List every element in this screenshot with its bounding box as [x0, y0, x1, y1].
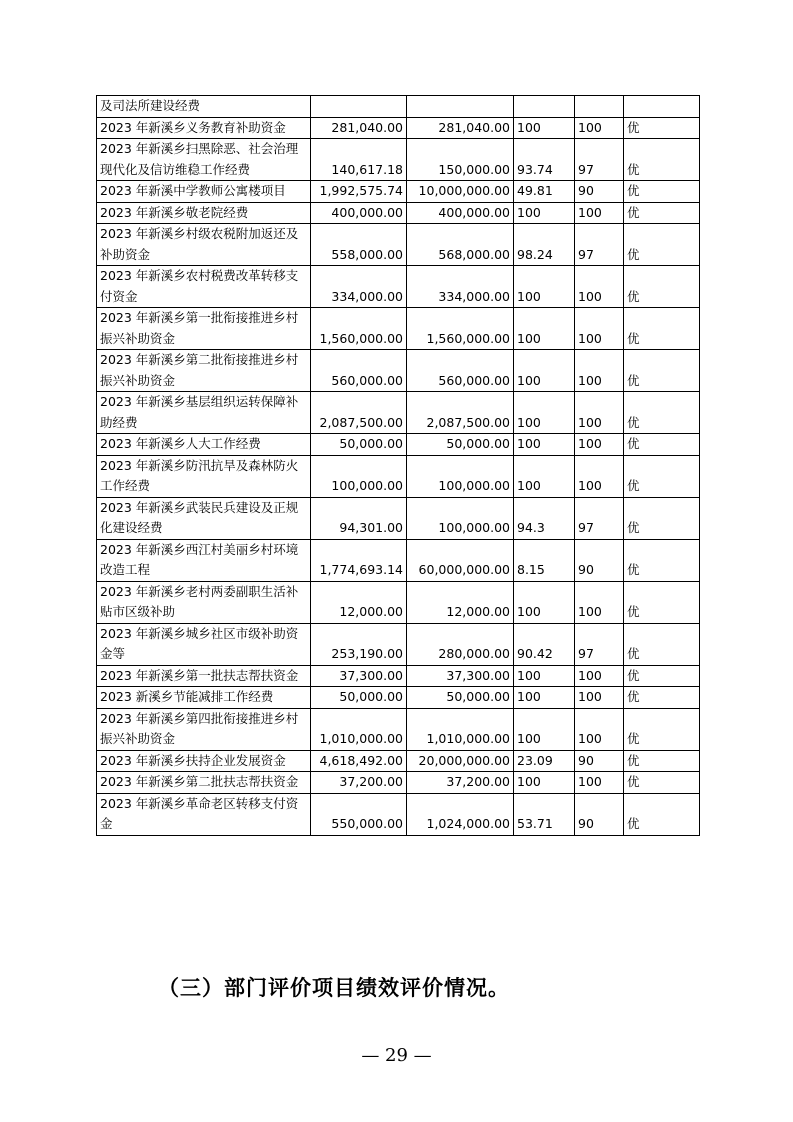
grade-cell: 优 — [624, 772, 700, 794]
execution-rate-cell: 100 — [514, 665, 575, 687]
executed-amount-cell: 253,190.00 — [311, 623, 407, 665]
project-name-cell: 2023 年新溪乡第一批衔接推进乡村振兴补助资金 — [97, 308, 311, 350]
score-cell: 100 — [575, 392, 624, 434]
grade-cell: 优 — [624, 687, 700, 709]
table-row — [97, 539, 700, 581]
budget-amount-cell: 50,000.00 — [407, 434, 514, 456]
table-row — [97, 581, 700, 623]
project-name-cell: 2023 年新溪乡第一批扶志帮扶资金 — [97, 665, 311, 687]
budget-amount-cell: 400,000.00 — [407, 202, 514, 224]
table-row — [97, 434, 700, 456]
score-cell: 100 — [575, 687, 624, 709]
executed-amount-cell: 334,000.00 — [311, 266, 407, 308]
table-row — [97, 687, 700, 709]
grade-cell: 优 — [624, 793, 700, 835]
executed-amount-cell — [311, 96, 407, 118]
execution-rate-cell: 100 — [514, 392, 575, 434]
table-row — [97, 224, 700, 266]
table-row — [97, 308, 700, 350]
execution-rate-cell — [514, 96, 575, 118]
score-cell: 100 — [575, 350, 624, 392]
grade-cell: 优 — [624, 139, 700, 181]
executed-amount-cell: 550,000.00 — [311, 793, 407, 835]
score-cell: 90 — [575, 750, 624, 772]
budget-amount-cell: 334,000.00 — [407, 266, 514, 308]
budget-amount-cell: 20,000,000.00 — [407, 750, 514, 772]
budget-amount-cell: 568,000.00 — [407, 224, 514, 266]
project-name-cell: 2023 年新溪乡第二批衔接推进乡村振兴补助资金 — [97, 350, 311, 392]
project-name-cell: 2023 年新溪乡村级农税附加返还及补助资金 — [97, 224, 311, 266]
section-heading: （三）部门评价项目绩效评价情况。 — [158, 976, 510, 1000]
grade-cell: 优 — [624, 455, 700, 497]
score-cell: 97 — [575, 139, 624, 181]
executed-amount-cell: 12,000.00 — [311, 581, 407, 623]
execution-rate-cell: 98.24 — [514, 224, 575, 266]
grade-cell: 优 — [624, 224, 700, 266]
grade-cell: 优 — [624, 434, 700, 456]
score-cell: 100 — [575, 308, 624, 350]
project-name-cell: 2023 年新溪乡第二批扶志帮扶资金 — [97, 772, 311, 794]
budget-amount-cell: 100,000.00 — [407, 497, 514, 539]
score-cell: 97 — [575, 497, 624, 539]
budget-amount-cell: 12,000.00 — [407, 581, 514, 623]
execution-rate-cell: 100 — [514, 308, 575, 350]
executed-amount-cell: 1,992,575.74 — [311, 181, 407, 203]
table-row — [97, 96, 700, 118]
execution-rate-cell: 23.09 — [514, 750, 575, 772]
score-cell: 90 — [575, 181, 624, 203]
execution-rate-cell: 53.71 — [514, 793, 575, 835]
table-row — [97, 350, 700, 392]
grade-cell: 优 — [624, 665, 700, 687]
executed-amount-cell: 1,010,000.00 — [311, 708, 407, 750]
score-cell: 100 — [575, 708, 624, 750]
score-cell: 90 — [575, 793, 624, 835]
table-row — [97, 117, 700, 139]
project-name-cell: 2023 年新溪乡敬老院经费 — [97, 202, 311, 224]
execution-rate-cell: 94.3 — [514, 497, 575, 539]
table-row — [97, 139, 700, 181]
table-body — [97, 96, 700, 836]
executed-amount-cell: 400,000.00 — [311, 202, 407, 224]
budget-amount-cell: 37,300.00 — [407, 665, 514, 687]
executed-amount-cell: 37,300.00 — [311, 665, 407, 687]
executed-amount-cell: 4,618,492.00 — [311, 750, 407, 772]
table-row — [97, 750, 700, 772]
executed-amount-cell: 281,040.00 — [311, 117, 407, 139]
score-cell: 100 — [575, 665, 624, 687]
table-row — [97, 793, 700, 835]
score-cell: 97 — [575, 224, 624, 266]
execution-rate-cell: 100 — [514, 434, 575, 456]
executed-amount-cell: 560,000.00 — [311, 350, 407, 392]
budget-amount-cell: 2,087,500.00 — [407, 392, 514, 434]
score-cell: 100 — [575, 772, 624, 794]
project-name-cell: 2023 年新溪乡老村两委副职生活补贴市区级补助 — [97, 581, 311, 623]
score-cell: 100 — [575, 266, 624, 308]
project-name-cell: 2023 新溪乡节能减排工作经费 — [97, 687, 311, 709]
executed-amount-cell: 1,560,000.00 — [311, 308, 407, 350]
project-name-cell: 2023 年新溪乡农村税费改革转移支付资金 — [97, 266, 311, 308]
table-row — [97, 708, 700, 750]
table-row — [97, 202, 700, 224]
executed-amount-cell: 50,000.00 — [311, 434, 407, 456]
table-row — [97, 266, 700, 308]
execution-rate-cell: 100 — [514, 581, 575, 623]
execution-rate-cell: 100 — [514, 687, 575, 709]
project-name-cell: 2023 年新溪乡革命老区转移支付资金 — [97, 793, 311, 835]
project-name-cell: 2023 年新溪乡人大工作经费 — [97, 434, 311, 456]
grade-cell: 优 — [624, 539, 700, 581]
budget-amount-cell: 280,000.00 — [407, 623, 514, 665]
score-cell: 90 — [575, 539, 624, 581]
execution-rate-cell: 100 — [514, 708, 575, 750]
score-cell: 97 — [575, 623, 624, 665]
table-row — [97, 772, 700, 794]
project-name-cell: 2023 年新溪乡城乡社区市级补助资金等 — [97, 623, 311, 665]
budget-amount-cell: 1,560,000.00 — [407, 308, 514, 350]
grade-cell — [624, 96, 700, 118]
executed-amount-cell: 37,200.00 — [311, 772, 407, 794]
executed-amount-cell: 140,617.18 — [311, 139, 407, 181]
budget-amount-cell: 1,010,000.00 — [407, 708, 514, 750]
score-cell: 100 — [575, 581, 624, 623]
grade-cell: 优 — [624, 308, 700, 350]
project-name-cell: 及司法所建设经费 — [97, 96, 311, 118]
project-name-cell: 2023 年新溪乡义务教育补助资金 — [97, 117, 311, 139]
executed-amount-cell: 558,000.00 — [311, 224, 407, 266]
project-name-cell: 2023 年新溪乡武装民兵建设及正规化建设经费 — [97, 497, 311, 539]
budget-amount-cell: 37,200.00 — [407, 772, 514, 794]
execution-rate-cell: 100 — [514, 266, 575, 308]
execution-rate-cell: 100 — [514, 772, 575, 794]
score-cell: 100 — [575, 455, 624, 497]
budget-amount-cell: 10,000,000.00 — [407, 181, 514, 203]
executed-amount-cell: 2,087,500.00 — [311, 392, 407, 434]
executed-amount-cell: 50,000.00 — [311, 687, 407, 709]
execution-rate-cell: 100 — [514, 350, 575, 392]
execution-rate-cell: 49.81 — [514, 181, 575, 203]
grade-cell: 优 — [624, 392, 700, 434]
grade-cell: 优 — [624, 350, 700, 392]
score-cell: 100 — [575, 434, 624, 456]
project-name-cell: 2023 年新溪乡扶持企业发展资金 — [97, 750, 311, 772]
project-name-cell: 2023 年新溪乡基层组织运转保障补助经费 — [97, 392, 311, 434]
executed-amount-cell: 94,301.00 — [311, 497, 407, 539]
budget-amount-cell: 50,000.00 — [407, 687, 514, 709]
score-cell: 100 — [575, 202, 624, 224]
executed-amount-cell: 100,000.00 — [311, 455, 407, 497]
budget-amount-cell — [407, 96, 514, 118]
project-name-cell: 2023 年新溪乡防汛抗旱及森林防火工作经费 — [97, 455, 311, 497]
execution-rate-cell: 100 — [514, 202, 575, 224]
executed-amount-cell: 1,774,693.14 — [311, 539, 407, 581]
grade-cell: 优 — [624, 708, 700, 750]
table-row — [97, 623, 700, 665]
budget-amount-cell: 1,024,000.00 — [407, 793, 514, 835]
grade-cell: 优 — [624, 623, 700, 665]
page-number: — 29 — — [361, 1045, 432, 1066]
project-name-cell: 2023 年新溪中学教师公寓楼项目 — [97, 181, 311, 203]
grade-cell: 优 — [624, 581, 700, 623]
grade-cell: 优 — [624, 181, 700, 203]
score-cell — [575, 96, 624, 118]
grade-cell: 优 — [624, 117, 700, 139]
grade-cell: 优 — [624, 202, 700, 224]
execution-rate-cell: 93.74 — [514, 139, 575, 181]
budget-amount-cell: 560,000.00 — [407, 350, 514, 392]
execution-rate-cell: 100 — [514, 117, 575, 139]
project-name-cell: 2023 年新溪乡扫黑除恶、社会治理现代化及信访维稳工作经费 — [97, 139, 311, 181]
table-row — [97, 665, 700, 687]
budget-amount-cell: 281,040.00 — [407, 117, 514, 139]
table-row — [97, 455, 700, 497]
budget-amount-cell: 60,000,000.00 — [407, 539, 514, 581]
budget-amount-cell: 150,000.00 — [407, 139, 514, 181]
execution-rate-cell: 100 — [514, 455, 575, 497]
execution-rate-cell: 90.42 — [514, 623, 575, 665]
grade-cell: 优 — [624, 266, 700, 308]
table-row — [97, 497, 700, 539]
score-cell: 100 — [575, 117, 624, 139]
performance-table — [96, 95, 700, 836]
budget-amount-cell: 100,000.00 — [407, 455, 514, 497]
execution-rate-cell: 8.15 — [514, 539, 575, 581]
project-name-cell: 2023 年新溪乡第四批衔接推进乡村振兴补助资金 — [97, 708, 311, 750]
grade-cell: 优 — [624, 750, 700, 772]
project-name-cell: 2023 年新溪乡西江村美丽乡村环境改造工程 — [97, 539, 311, 581]
table-row — [97, 181, 700, 203]
grade-cell: 优 — [624, 497, 700, 539]
table-row — [97, 392, 700, 434]
